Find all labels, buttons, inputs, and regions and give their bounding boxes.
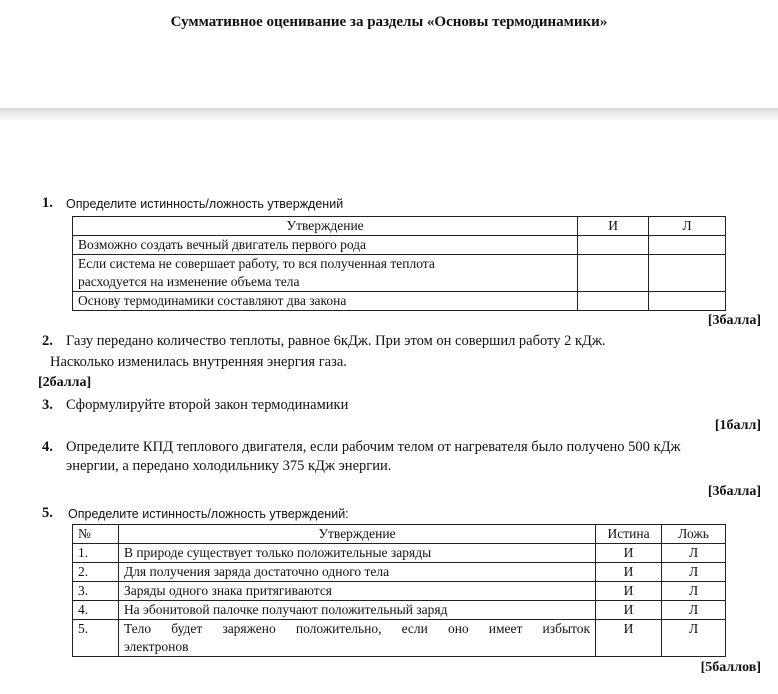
q3-text: Сформулируйте второй закон термодинамики xyxy=(66,397,349,413)
q5-row-number: 3. xyxy=(73,582,119,601)
q5-row-true[interactable]: И xyxy=(596,544,662,563)
q5-row-false[interactable]: Л xyxy=(662,601,726,620)
q5-row-text xyxy=(118,620,595,657)
q4-number: 4. xyxy=(42,439,53,455)
q4-line2: энергии, а передано холодильнику 375 кДж энергии. xyxy=(66,458,392,474)
q5-row-number: 5. xyxy=(73,620,119,657)
q1-score: [3балла] xyxy=(707,313,761,328)
q1-row2-text xyxy=(73,255,578,292)
q3-score: [1балл] xyxy=(714,418,761,433)
q1-row2-line2: расходуется на изменение объема тела xyxy=(78,274,300,289)
q5-row-false[interactable]: Л xyxy=(662,582,726,601)
q4-score: [3балла] xyxy=(707,484,761,499)
q5-row-number: 1. xyxy=(73,544,119,563)
q3-number: 3. xyxy=(42,397,53,413)
q1-row3-true-cell[interactable] xyxy=(578,292,649,311)
q5-number: 5. xyxy=(42,505,53,521)
table-row xyxy=(73,601,726,620)
q5-table xyxy=(72,524,726,657)
q5-row-number: 2. xyxy=(73,563,119,582)
q5-header-false: Ложь xyxy=(662,525,726,544)
q5-header-true: Истина xyxy=(596,525,662,544)
q1-header-false: Л xyxy=(649,217,726,236)
q1-row2-false-cell[interactable] xyxy=(649,255,726,292)
q1-header-statement: Утверждение xyxy=(73,217,578,236)
q1-row3-false-cell[interactable] xyxy=(649,292,726,311)
q5-header-statement: Утверждение xyxy=(118,525,595,544)
table-row xyxy=(73,236,726,255)
q5-row-true[interactable]: И xyxy=(596,620,662,657)
q2-score: [2балла] xyxy=(38,375,92,390)
q5-row-false[interactable]: Л xyxy=(662,620,726,657)
page-break-shadow xyxy=(0,108,778,122)
q2-line1: Газу передано количество теплоты, равное 6кДж. При этом он совершил работу 2 кДж. xyxy=(66,333,606,349)
q5-row-text: Для получения заряда достаточно одного тела xyxy=(118,563,595,582)
q5-row-false[interactable]: Л xyxy=(662,563,726,582)
q2-line2: Насколько изменилась внутренняя энергия газа. xyxy=(50,354,347,370)
q5-row5-line1: Тело будет заряжено положительно, если оно имеет избыток xyxy=(123,621,591,636)
page-title: Суммативное оценивание за разделы «Основы термодинамики» xyxy=(170,14,608,30)
table-row xyxy=(73,544,726,563)
q1-row1-false-cell[interactable] xyxy=(649,236,726,255)
table-row xyxy=(73,563,726,582)
table-row xyxy=(73,582,726,601)
q1-text: Определите истинность/ложность утверждений xyxy=(66,197,344,211)
q1-row3-text: Основу термодинамики составляют два закона xyxy=(73,292,578,311)
q5-header-number: № xyxy=(73,525,119,544)
table-row xyxy=(73,255,726,292)
q1-header-true: И xyxy=(578,217,649,236)
q4-line1: Определите КПД теплового двигателя, если рабочим телом от нагревателя было получено 500 кДж xyxy=(66,439,681,455)
q5-row-true[interactable]: И xyxy=(596,582,662,601)
q5-row-text: На эбонитовой палочке получают положительный заряд xyxy=(118,601,595,620)
q1-row1-true-cell[interactable] xyxy=(578,236,649,255)
q5-row-text: Заряды одного знака притягиваются xyxy=(118,582,595,601)
q5-row-false[interactable]: Л xyxy=(662,544,726,563)
q5-row-number: 4. xyxy=(73,601,119,620)
q5-row-text: В природе существует только положительные заряды xyxy=(118,544,595,563)
q5-text: Определите истинность/ложность утверждений: xyxy=(68,507,349,521)
q1-row2-line1: Если система не совершает работу, то вся полученная теплота xyxy=(78,256,435,271)
q5-row-true[interactable]: И xyxy=(596,563,662,582)
q1-header-row xyxy=(73,217,726,236)
q5-score: [5баллов] xyxy=(700,660,761,675)
q1-table xyxy=(72,216,726,311)
q2-number: 2. xyxy=(42,333,53,349)
q5-row-true[interactable]: И xyxy=(596,601,662,620)
table-row xyxy=(73,292,726,311)
q5-header-row xyxy=(73,525,726,544)
q1-row1-text: Возможно создать вечный двигатель первого рода xyxy=(73,236,578,255)
table-row xyxy=(73,620,726,657)
q1-number: 1. xyxy=(42,195,53,211)
q1-row2-true-cell[interactable] xyxy=(578,255,649,292)
q5-row5-line2: электронов xyxy=(123,639,189,654)
